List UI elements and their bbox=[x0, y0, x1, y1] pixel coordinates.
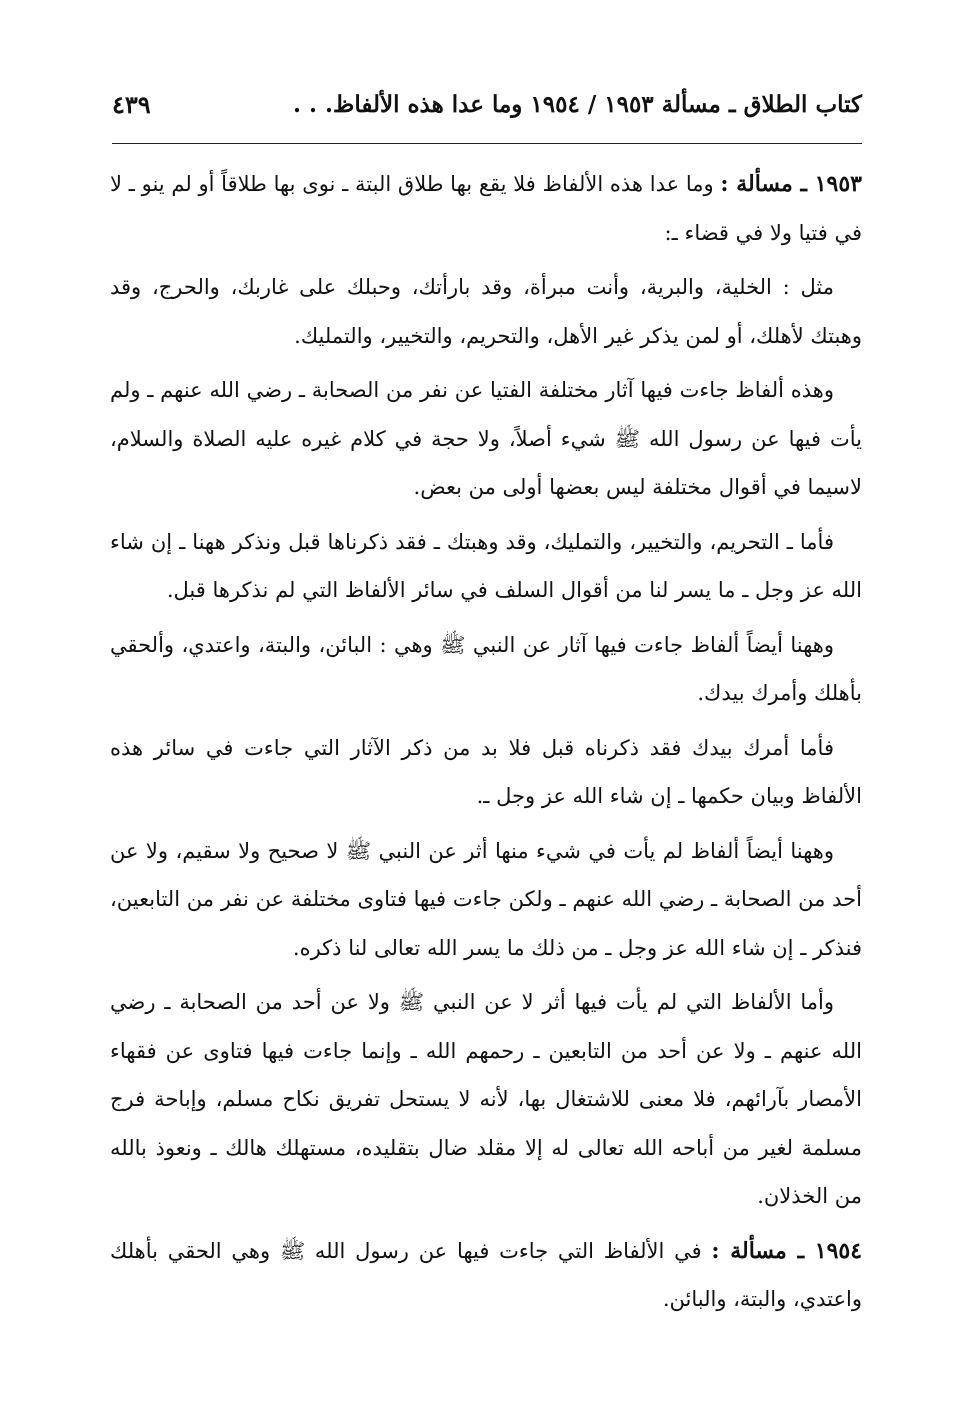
paragraph-text: وهذه ألفاظ جاءت فيها آثار مختلفة الفتيا عن نفر من الصحابة ـ رضي الله عنهم ـ ولم يأت فيها عن رسول الله ﷺ شيء أصلاً، ولا حجة في كلام غيره عليه الصلاة والسلام، لاسيما في أقوال مختلفة ليس بعضها أولى من بعض. bbox=[110, 378, 862, 499]
running-header bbox=[112, 82, 862, 126]
paragraph-issue-1954 bbox=[110, 1227, 862, 1324]
paragraph-text: فأما أمرك بيدك فقد ذكرناه قبل فلا بد من ذكر الآثار التي جاءت في سائر هذه الألفاظ وبيان حكمها ـ إن شاء الله عز وجل ـ. bbox=[110, 735, 862, 808]
main-text bbox=[110, 160, 862, 1330]
paragraph bbox=[110, 978, 862, 1221]
paragraph bbox=[110, 263, 862, 360]
paragraph-text: وما عدا هذه الألفاظ فلا يقع بها طلاق البتة ـ نوى بها طلاقاً أو لم ينو ـ لا في فتيا ولا في قضاء ـ: bbox=[110, 172, 862, 245]
paragraph-issue-1953 bbox=[110, 160, 862, 257]
issue-label: ١٩٥٤ ـ مسألة : bbox=[711, 1237, 863, 1264]
paragraph-text: وههنا أيضاً ألفاظ لم يأت في شيء منها أثر عن النبي ﷺ لا صحيح ولا سقيم، ولا عن أحد من الصحابة ـ رضي الله عنهم ـ ولكن جاءت فيها فتاوى مختلفة عن نفر من التابعين، فنذكر ـ إن شاء الله عز وجل ـ من ذلك ما يسر الله تعالى لنا ذكره. bbox=[110, 838, 862, 960]
paragraph bbox=[110, 827, 862, 973]
paragraph-text: في الألفاظ التي جاءت فيها عن رسول الله ﷺ وهي الحقي بأهلك واعتدي، والبتة، والبائن. bbox=[110, 1238, 862, 1311]
paragraph bbox=[110, 724, 862, 821]
header-rule bbox=[112, 143, 862, 144]
paragraph bbox=[110, 621, 862, 718]
paragraph bbox=[110, 518, 862, 615]
paragraph-text: مثل : الخلية، والبرية، وأنت مبرأة، وقد بارأتك، وحبلك على غاربك، والحرج، وقد وهبتك لأهلك، أو لمن يذكر غير الأهل، والتحريم، والتخيير، والتمليك. bbox=[110, 275, 862, 348]
paragraph-text: وههنا أيضاً ألفاظ جاءت فيها آثار عن النبي ﷺ وهي : البائن، والبتة، واعتدي، وألحقي بأهلك وأمرك بيدك. bbox=[110, 632, 862, 705]
paragraph bbox=[110, 366, 862, 512]
paragraph-text: فأما ـ التحريم، والتخيير، والتمليك، وقد وهبتك ـ فقد ذكرناها قبل ونذكر ههنا ـ إن شاء الله عز وجل ـ ما يسر لنا من أقوال السلف في سائر الألفاظ التي لم نذكرها قبل. bbox=[110, 529, 862, 602]
paragraph-text: وأما الألفاظ التي لم يأت فيها أثر لا عن النبي ﷺ ولا عن أحد من الصحابة ـ رضي الله عنهم ـ ولا عن أحد من التابعين ـ رحمهم الله ـ وإنما جاءت فيها فتاوى عن فقهاء الأمصار بآرائهم، فلا معنى للاشتغال بها، لأنه لا يستحل تفريق نكاح مسلم، وإباحة فرج مسلمة لغير من أباحه الله تعالى له إلا مقلد ضال بتقليده، مستهلك هالك ـ ونعوذ بالله من الخذلان. bbox=[110, 990, 862, 1208]
running-title: كتاب الطلاق ـ مسألة ١٩٥٣ / ١٩٥٤ وما عدا هذه الألفاظ. . . bbox=[293, 90, 862, 118]
page-number: ٤٣٩ bbox=[112, 89, 151, 119]
issue-label: ١٩٥٣ ـ مسألة : bbox=[720, 171, 862, 197]
